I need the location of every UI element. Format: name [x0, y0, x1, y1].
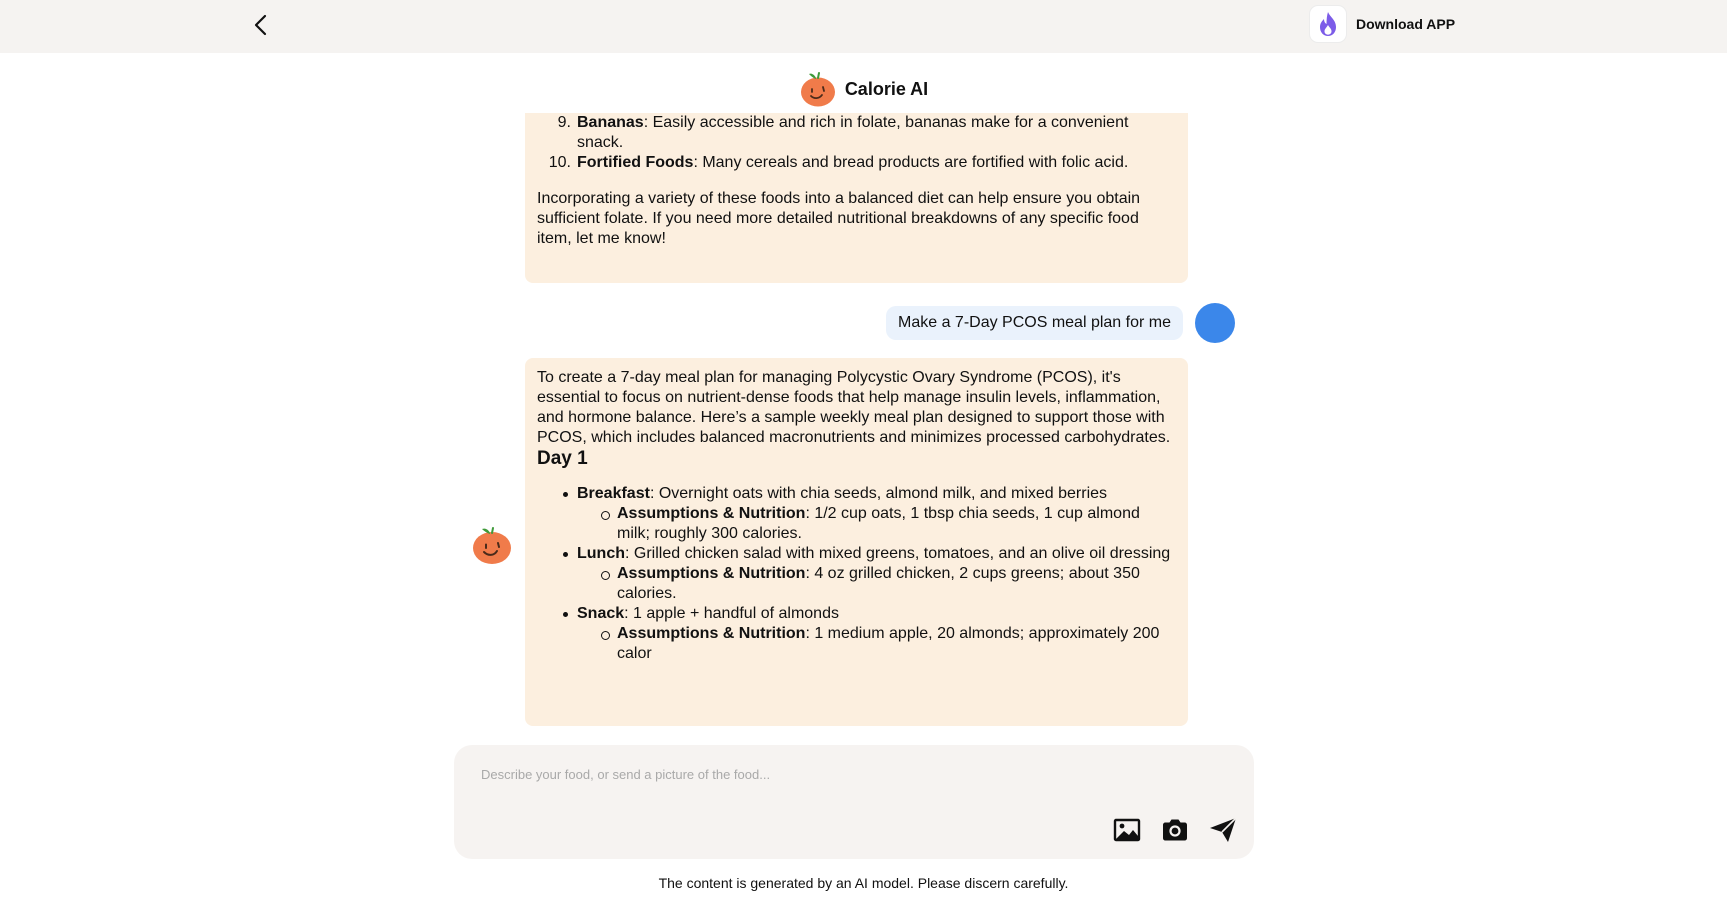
list-item — [537, 153, 1176, 173]
list-item-text: : Easily accessible and rich in folate, bananas make for a convenient snack. — [577, 114, 1129, 151]
list-item — [537, 113, 1176, 153]
ai-message-meal-plan — [525, 358, 1188, 726]
image-upload-button[interactable] — [1112, 815, 1142, 845]
user-message: Make a 7-Day PCOS meal plan for me — [886, 306, 1183, 340]
user-avatar — [1195, 303, 1235, 343]
list-item-title: Fortified Foods — [577, 154, 694, 171]
subitem-text: : 4 oz grilled chicken, 2 cups greens; about 350 calories. — [617, 565, 1140, 602]
meal-item — [537, 604, 1176, 664]
brand-header — [0, 70, 1727, 108]
meal-title: Snack — [577, 605, 625, 622]
chevron-left-icon — [248, 12, 274, 38]
download-app-label: Download APP — [1356, 16, 1456, 32]
tomato-mascot-icon — [799, 70, 837, 108]
app-icon — [1310, 6, 1346, 42]
meal-item — [537, 484, 1176, 544]
camera-button[interactable] — [1160, 815, 1190, 845]
meal-list — [537, 484, 1176, 664]
flame-icon — [1317, 11, 1339, 37]
meal-title: Lunch — [577, 545, 625, 562]
message-composer — [454, 745, 1254, 859]
ai-closing-paragraph: Incorporating a variety of these foods into a balanced diet can help ensure you obtain sufficient folate. If you need more detailed nutritional breakdowns of any specific food item, let me know! — [537, 190, 1141, 247]
brand-name: Calorie AI — [844, 78, 929, 99]
list-number: 9. — [557, 114, 571, 131]
ai-intro-paragraph: To create a 7-day meal plan for managing Polycystic Ovary Syndrome (PCOS), it's essential to focus on nutrient-dense foods that help manage insulin levels, inflammation, and hormone balance. Here’s a sample weekly meal plan designed to support those with PCOS, which includes balanced macronutrients and minimizes processed carbohydrates. — [537, 369, 1171, 446]
meal-subitem — [577, 564, 1176, 604]
send-icon — [1208, 815, 1238, 845]
meal-sublist — [577, 564, 1176, 604]
list-number: 10. — [548, 154, 571, 171]
day-heading: Day 1 — [537, 448, 588, 469]
user-message-row — [886, 303, 1235, 343]
meal-text: : 1 apple + handful of almonds — [624, 605, 839, 622]
chat-thread[interactable] — [0, 114, 1727, 727]
meal-sublist — [577, 504, 1176, 544]
meal-title: Breakfast — [577, 485, 650, 502]
meal-text: : Grilled chicken salad with mixed greens, tomatoes, and an olive oil dressing — [625, 545, 1171, 562]
ai-disclaimer: The content is generated by an AI model. Please discern carefully. — [658, 875, 1069, 891]
subitem-title: Assumptions & Nutrition — [617, 505, 806, 522]
food-description-input[interactable] — [481, 763, 1221, 785]
meal-item — [537, 544, 1176, 604]
subitem-title: Assumptions & Nutrition — [617, 565, 806, 582]
image-upload-icon — [1112, 815, 1142, 845]
download-app-button[interactable] — [1310, 6, 1455, 42]
meal-subitem — [577, 624, 1176, 664]
ai-avatar-icon — [471, 524, 513, 566]
top-bar — [0, 0, 1727, 53]
list-item-text: : Many cereals and bread products are fortified with folic acid. — [693, 154, 1129, 171]
meal-subitem — [577, 504, 1176, 544]
camera-icon — [1160, 815, 1190, 845]
subitem-title: Assumptions & Nutrition — [617, 625, 806, 642]
ai-message-previous — [525, 113, 1188, 283]
send-button[interactable] — [1208, 815, 1238, 845]
meal-sublist — [577, 624, 1176, 664]
folate-food-list — [537, 113, 1176, 173]
subitem-text: : 1/2 cup oats, 1 tbsp chia seeds, 1 cup almond milk; roughly 300 calories. — [617, 505, 1140, 542]
meal-text: : Overnight oats with chia seeds, almond milk, and mixed berries — [649, 485, 1108, 502]
back-button[interactable] — [248, 12, 274, 38]
list-item-title: Bananas — [577, 114, 644, 131]
subitem-text: : 1 medium apple, 20 almonds; approximately 200 calor — [617, 625, 1160, 662]
